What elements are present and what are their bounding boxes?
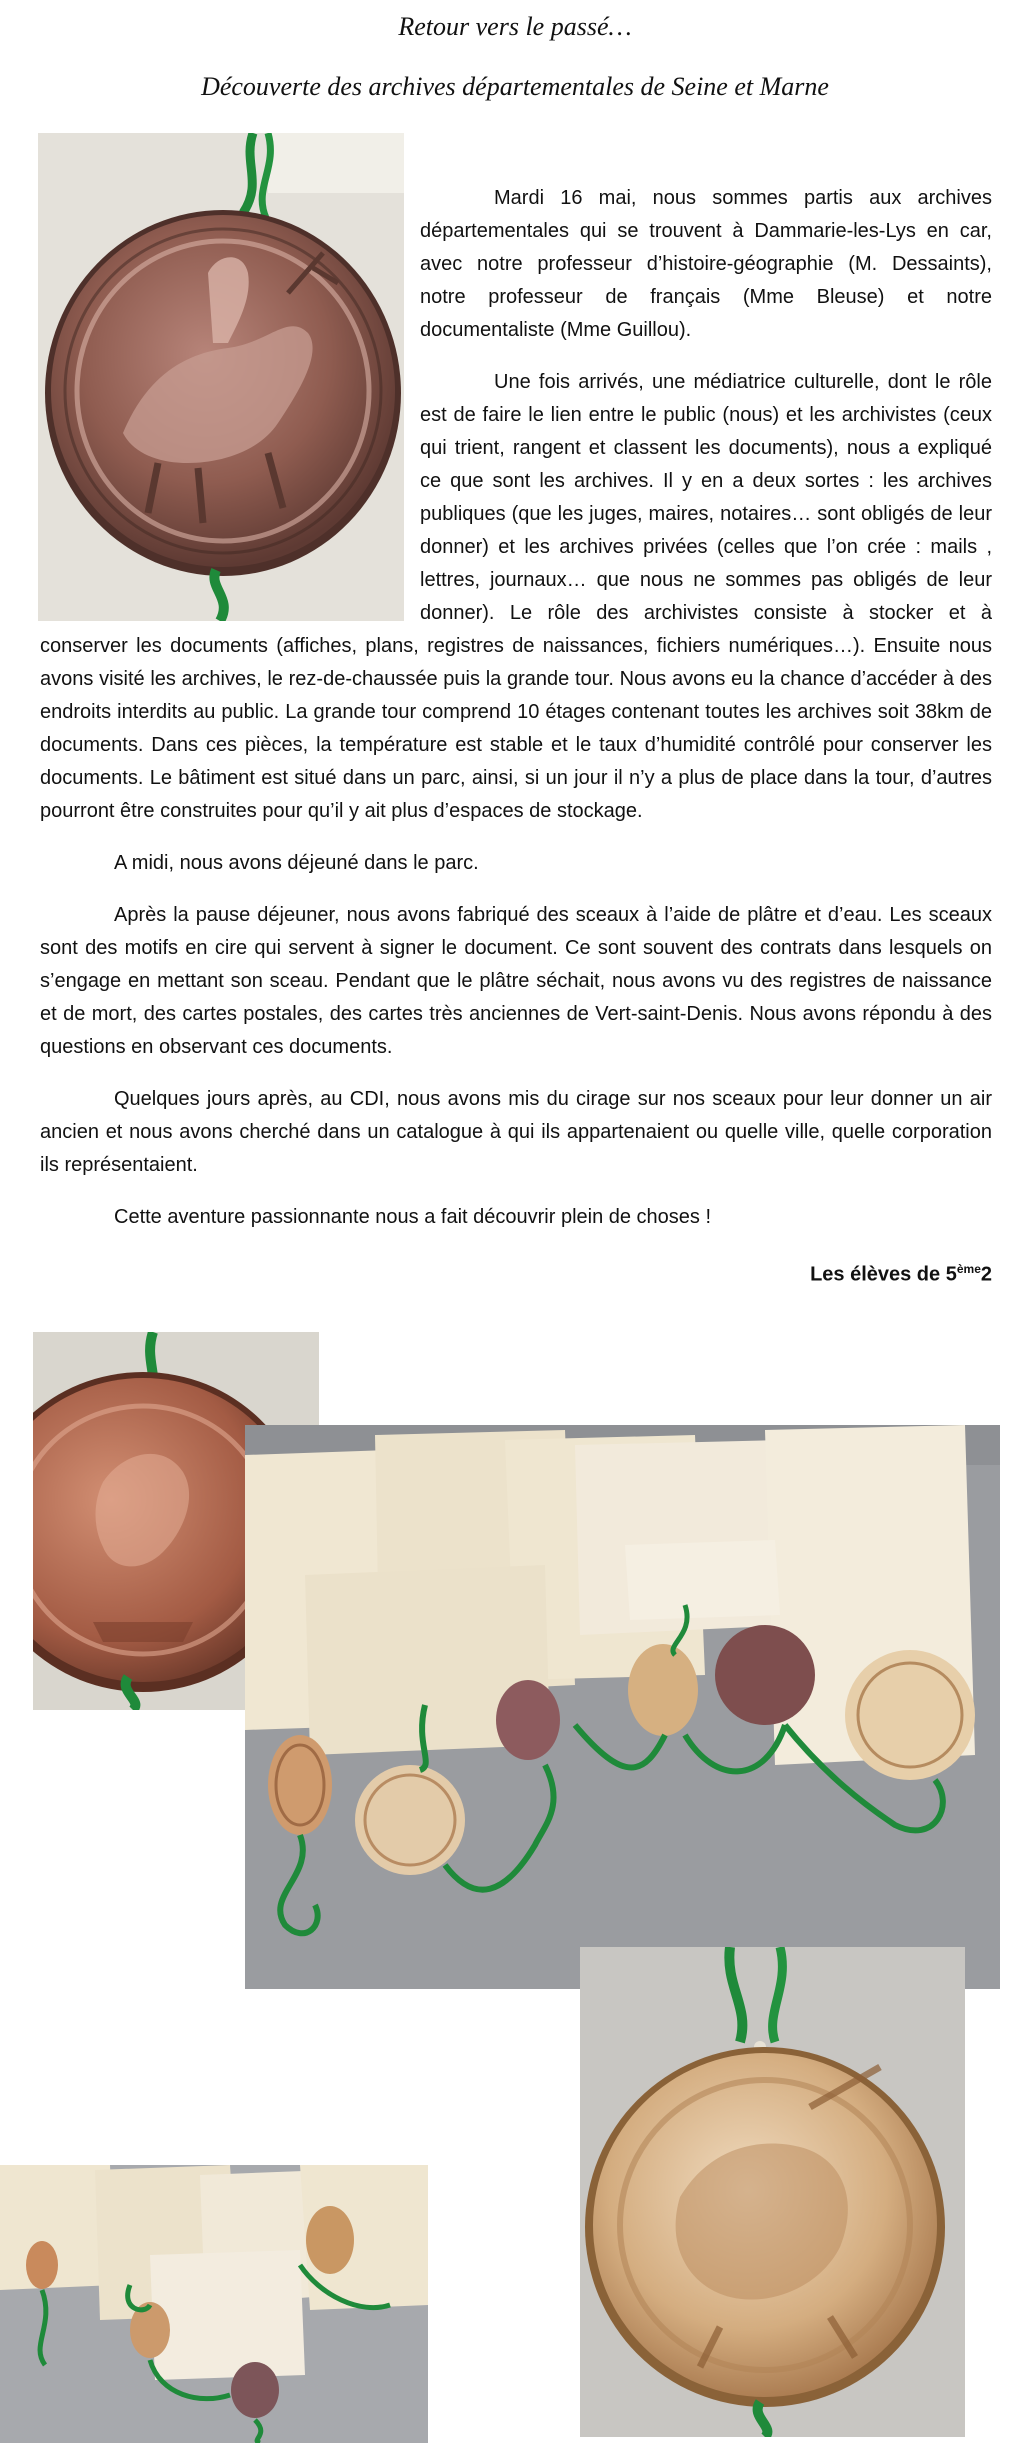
page-subtitle: Découverte des archives départementales de Seine et Marne	[201, 72, 829, 101]
page-title: Retour vers le passé…	[398, 12, 632, 41]
signature	[40, 1253, 992, 1292]
signature-prefix: Les élèves de 5	[810, 1263, 957, 1286]
paragraph-3: A midi, nous avons déjeuné dans le parc.	[114, 852, 479, 874]
seals-row-photo	[0, 2165, 428, 2443]
article-body	[40, 182, 992, 1292]
seals-on-papers-photo	[245, 1425, 1000, 1989]
paragraph-1: Mardi 16 mai, nous sommes partis aux archives départementales qui se trouvent à Dammarie-les-Lys en car, avec notre professeur d’histoire-géographie (M. Dessaints), notre professeur de français (Mme Bleuse) et notre documentaliste (Mme Guillou).	[420, 187, 992, 341]
signature-suffix: 2	[980, 1263, 992, 1286]
signature-superscript: ème	[956, 1262, 981, 1276]
large-cream-seal-photo	[580, 1947, 965, 2437]
paragraph-6: Cette aventure passionnante nous a fait découvrir plein de choses !	[114, 1206, 712, 1228]
paragraph-4: Après la pause déjeuner, nous avons fabriqué des sceaux à l’aide de plâtre et d’eau. Les sceaux sont des motifs en cire qui servent à signer le document. Ce sont souvent des contrats dans lesquels on s’engage en mettant son sceau. Pendant que le plâtre séchait, nous avons vu des registres de naissance et de mort, des cartes postales, des cartes très anciennes de Vert-saint-Denis. Nous avons répondu à des questions en observant ces documents.	[40, 904, 992, 1058]
paragraph-2: Une fois arrivés, une médiatrice culturelle, dont le rôle est de faire le lien entre le public (nous) et les archivistes (ceux qui trient, rangent et classent les documents), nous a expliqué ce que sont les archives. Il y en a deux sortes : les archives publiques (que les juges, maires, notaires… sont obligés de leur donner) et les archives privées (celles que l’on crée : mails , lettres, journaux… que nous ne sommes pas obligés de leur donner). Le rôle des archivistes consiste à stocker et à conserver les documents (affiches, plans, registres de naissances, fichiers numériques…). Ensuite nous avons visité les archives, le rez-de-chaussée puis la grande tour. Nous avons eu la chance d’accéder à des endroits interdits au public. La grande tour comprend 10 étages contenant toutes les archives soit 38km de documents. Dans ces pièces, la température est stable et le taux d’humidité contrôlé pour conserver les documents. Le bâtiment est situé dans un parc, ainsi, si un jour il n’y a plus de place dans la tour, d’autres pourront être construites pour qu’il y ait plus d’espaces de stockage.	[40, 371, 992, 822]
seal-photo-knight	[38, 133, 404, 621]
paragraph-5: Quelques jours après, au CDI, nous avons mis du cirage sur nos sceaux pour leur donner un air ancien et nous avons cherché dans un catalogue à qui ils appartenaient ou quelle ville, quelle corporation ils représentaient.	[40, 1088, 992, 1176]
